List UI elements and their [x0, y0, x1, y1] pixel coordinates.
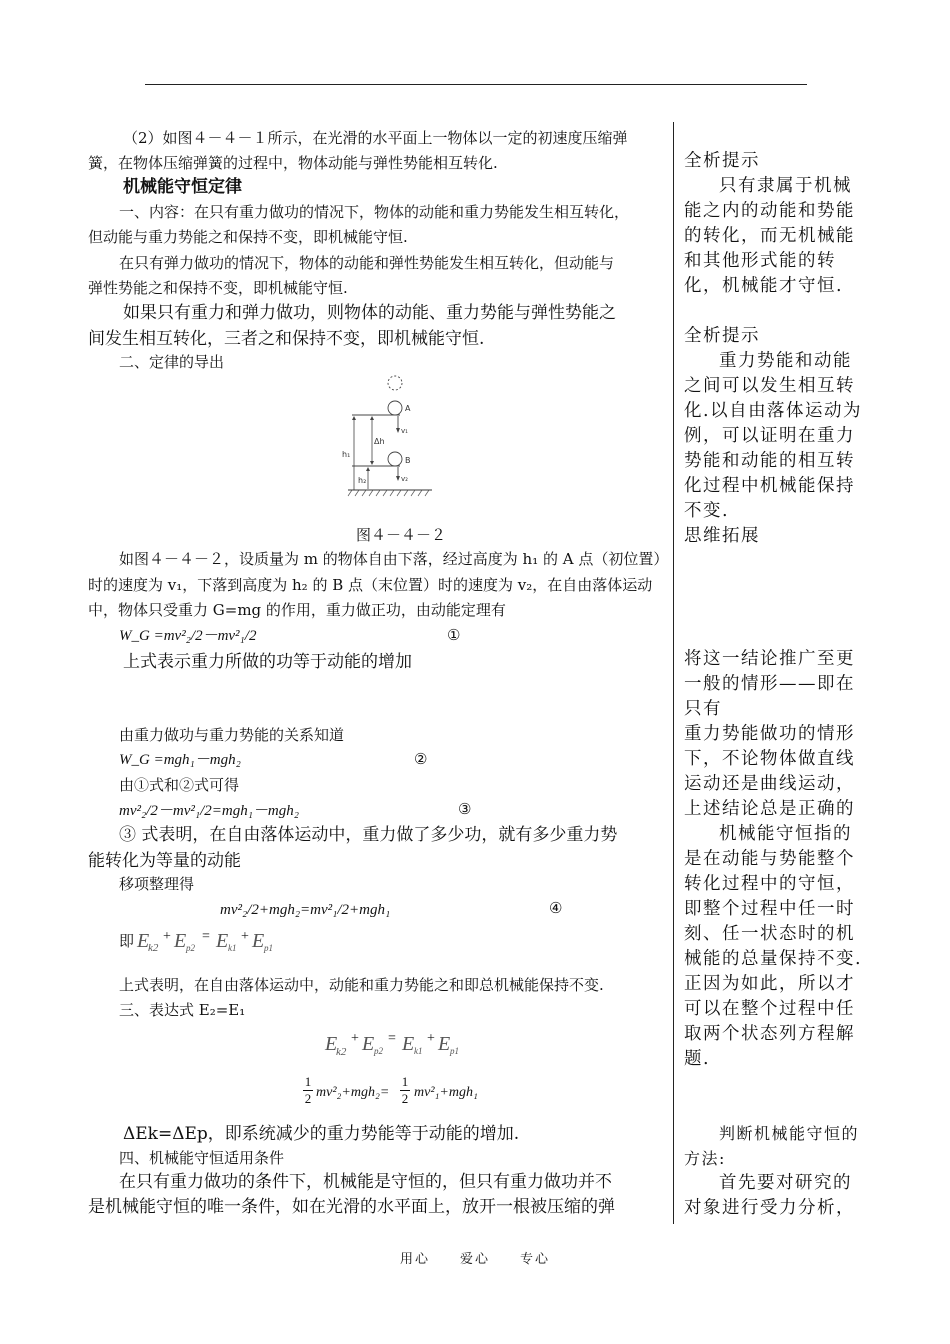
p1-sub: p1 [450, 1046, 459, 1056]
sidebar-heading: 判断机械能守恒的方法: [684, 1124, 860, 1168]
equation-2: W_G =mgh₁－mgh₂ [119, 752, 241, 768]
h2-arrow-top [366, 467, 370, 471]
e-symbol: E [438, 1033, 451, 1055]
equals-sign: = [202, 929, 210, 944]
ball-b [388, 452, 402, 466]
para-1-line-1: （2）如图４－４－１所示，在光滑的水平面上一物体以一定的初速度压缩弹 [123, 129, 628, 147]
para-11: 上式表明，在自由落体运动中，动能和重力势能之和即总机械能保持不变. [119, 976, 604, 994]
sidebar-block-3 [684, 647, 866, 1072]
figure-caption: 图４－４－２ [356, 526, 447, 544]
para-13-line-2: 是机械能守恒的唯一条件，如在光滑的水平面上，放开一根被压缩的弹 [88, 1197, 615, 1217]
para-9-line-2: 能转化为等量的动能 [88, 851, 241, 871]
half-fraction [400, 1074, 410, 1107]
h1-arrow-top [352, 416, 356, 420]
equation-6-right: mv²₁+mgh₁ [414, 1085, 478, 1100]
para-5-line-2: 时的速度为 v₁，下落到高度为 h₂ 的 B 点（末位置）时的速度为 v₂，在自由落体运动 [88, 576, 653, 594]
para-2-line-1: 一、内容：在只有重力做功的情况下，物体的动能和重力势能发生相互转化， [119, 203, 630, 221]
equation-4: mv²₂/2+mgh₂=mv²₁/2+mgh₁ [220, 902, 391, 918]
equation-1-number: ① [447, 626, 461, 644]
k1-sub: k1 [228, 943, 237, 953]
para-6: 上式表示重力所做的功等于动能的增加 [123, 652, 412, 672]
para-3-line-2: 弹性势能之和保持不变，即机械能守恒. [88, 279, 348, 297]
para-1-line-2: 簧，在物体压缩弹簧的过程中，物体动能与弹性势能相互转化. [88, 154, 498, 172]
k2-sub: k2 [336, 1046, 347, 1058]
para-7: 由重力做功与重力势能的关系知道 [119, 726, 345, 744]
fraction-denominator: 2 [304, 1091, 312, 1106]
label-h2: h₂ [358, 476, 367, 485]
equation-4-number: ④ [549, 899, 563, 917]
dh-arrow-bottom [370, 461, 374, 465]
plus-sign: + [351, 1031, 359, 1046]
start-position-circle [388, 376, 402, 390]
k2-sub: k2 [148, 942, 159, 954]
sidebar-text: 首先要对研究的对象进行受力分析， [684, 1173, 855, 1218]
section-2-title: 二、定律的导出 [119, 353, 225, 371]
velocity-arrowhead-a [396, 428, 400, 433]
p1-sub: p1 [264, 943, 273, 953]
sidebar-text: 只有隶属于机械能之内的动能和势能的转化，而无机械能和其他形式能的转化，机械能才守恒. [684, 176, 855, 296]
para-2-line-2: 但动能与重力势能之和保持不变，即机械能守恒. [88, 228, 408, 246]
sidebar-block-4 [684, 1121, 866, 1221]
plus-sign: + [163, 929, 171, 944]
equation-3-number: ③ [458, 800, 472, 818]
para-8: 由①式和②式可得 [119, 776, 240, 794]
para-13-line-1: 在只有重力做功的条件下，机械能是守恒的，但只有重力做功并不 [119, 1172, 612, 1192]
k1-sub: k1 [414, 1046, 423, 1056]
sidebar-block-1 [684, 149, 866, 299]
section-heading: 机械能守恒定律 [123, 177, 242, 197]
page-footer: 用心 爱心 专心 [399, 1252, 550, 1267]
equation-1: W_G =mv²₂/2－mv²₁/2 [119, 628, 257, 644]
half-fraction [303, 1074, 313, 1107]
section-3-title: 三、表达式 E₂=E₁ [119, 1001, 246, 1019]
e-symbol: E [216, 930, 229, 952]
fraction-numerator: 1 [304, 1074, 312, 1089]
p2-sub: p2 [186, 943, 195, 953]
sidebar-text: 重力势能和动能之间可以发生相互转化.以自由落体运动为例，可以证明在重力势能和动能的相互转化过程中机械能保持不变. [684, 351, 863, 521]
fraction-numerator: 1 [401, 1074, 409, 1089]
ground-hatching [348, 490, 429, 496]
ball-a [388, 401, 402, 415]
e-symbol: E [252, 930, 265, 952]
dh-arrow-top [370, 416, 374, 420]
para-4-line-2: 间发生相互转化，三者之和保持不变，即机械能守恒. [88, 329, 485, 349]
e-symbol: E [362, 1033, 375, 1055]
e-symbol: E [174, 930, 187, 952]
e-symbol: E [137, 930, 150, 952]
equation-3: mv²₂/2－mv²₁/2=mgh₁－mgh₂ [119, 803, 299, 819]
para-3-line-1: 在只有弹力做功的情况下，物体的动能和弹性势能发生相互转化，但动能与 [119, 254, 615, 272]
fraction-denominator: 2 [401, 1091, 409, 1106]
para-10: 移项整理得 [119, 875, 195, 893]
e-symbol: E [325, 1033, 338, 1055]
label-a: A [405, 404, 411, 413]
sidebar-heading: 思维拓展 [684, 526, 760, 546]
sidebar-text: 重力势能做功的情形下，不论物体做直线运动还是曲线运动，上述结论总是正确的 [684, 724, 855, 819]
e-symbol: E [402, 1033, 415, 1055]
label-b: B [405, 456, 411, 465]
label-v2: v₂ [401, 475, 408, 483]
header-rule [145, 84, 807, 85]
sidebar-block-2 [684, 324, 866, 549]
equation-6-left: mv²₂+mgh₂= [316, 1085, 390, 1100]
label-h1: h₁ [342, 450, 351, 459]
plus-sign: + [241, 929, 249, 944]
p2-sub: p2 [374, 1046, 383, 1056]
para-9-line-1: ③ 式表明，在自由落体运动中，重力做了多少功，就有多少重力势 [119, 825, 618, 845]
sidebar-heading: 全析提示 [684, 326, 760, 346]
free-fall-diagram [340, 370, 440, 500]
sidebar-heading: 全析提示 [684, 151, 760, 171]
para-12: ΔEk=ΔEp，即系统减少的重力势能等于动能的增加. [123, 1124, 520, 1144]
equals-sign: = [388, 1031, 396, 1046]
sidebar-text: 将这一结论推广至更一般的情形——即在只有 [684, 649, 855, 719]
equation-2-number: ② [414, 750, 428, 768]
para-5-line-1: 如图４－４－２，设质量为 m 的物体自由下落，经过高度为 h₁ 的 A 点（初位置） [119, 550, 669, 568]
label-v1: v₁ [401, 427, 408, 435]
plus-sign: + [427, 1031, 435, 1046]
ji-label: 即 [119, 932, 135, 950]
velocity-arrowhead-b [396, 476, 400, 481]
column-divider [673, 122, 674, 1224]
para-4-line-1: 如果只有重力和弹力做功，则物体的动能、重力势能与弹性势能之 [123, 303, 616, 323]
para-5-line-3: 中，物体只受重力 G=mg 的作用，重力做正功，由动能定理有 [88, 601, 506, 619]
label-dh: Δh [374, 437, 385, 446]
sidebar-text: 机械能守恒指的是在动能与势能整个转化过程中的守恒，即整个过程中任一时刻、任一状态时的机械能的总量保持不变.正因为如此，所以才可以在整个过程中任取两个状态列方程解题. [684, 824, 863, 1069]
section-4-title: 四、机械能守恒适用条件 [119, 1149, 285, 1167]
